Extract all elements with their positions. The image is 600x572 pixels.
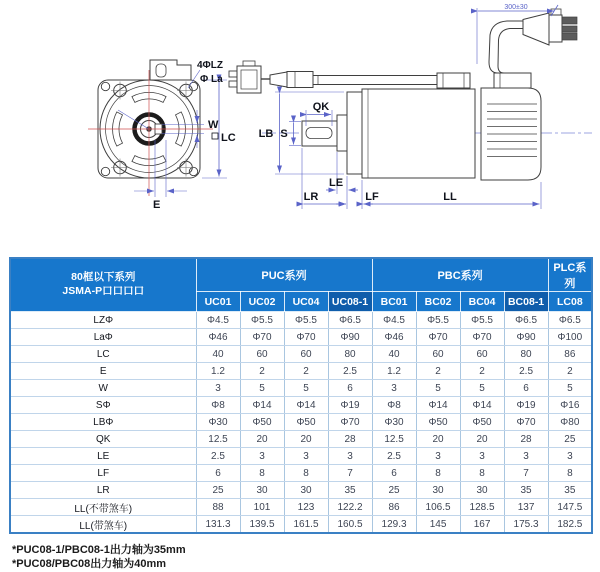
footnote-1: *PUC08-1/PBC08-1出力轴为35mm [12, 544, 186, 556]
spec-value: 101 [240, 499, 284, 516]
spec-value: 147.5 [548, 499, 592, 516]
column-header: BC04 [460, 292, 504, 312]
spec-value: 2 [416, 363, 460, 380]
spec-value: Φ14 [416, 397, 460, 414]
spec-value: 40 [372, 346, 416, 363]
spec-value: Φ4.5 [372, 312, 416, 329]
spec-value: 5 [460, 380, 504, 397]
label-pilot-depth: LE [328, 177, 344, 189]
spec-value: Φ5.5 [460, 312, 504, 329]
shaft-keyway [306, 128, 332, 139]
spec-value: 5 [240, 380, 284, 397]
spec-value: 30 [284, 482, 328, 499]
spec-value: Φ46 [196, 329, 240, 346]
row-label: LBΦ [10, 414, 196, 431]
spec-value: Φ19 [504, 397, 548, 414]
series-title-line1: 80框以下系列 [71, 271, 136, 284]
spec-value: 2 [460, 363, 504, 380]
column-header: BC01 [372, 292, 416, 312]
footnotes [12, 543, 600, 572]
power-exit-block [494, 73, 531, 88]
table-row [10, 499, 592, 516]
table-row [10, 346, 592, 363]
table-corner-header [10, 258, 196, 312]
spec-value: 25 [196, 482, 240, 499]
label-frame-size: LC [221, 132, 236, 144]
spec-value: Φ70 [328, 414, 372, 431]
motor-dimension-drawing [0, 0, 600, 252]
spec-value: 28 [328, 431, 372, 448]
spec-value: Φ8 [196, 397, 240, 414]
group-header-pbc: PBC系列 [372, 258, 548, 292]
spec-value: 40 [196, 346, 240, 363]
spec-value: 160.5 [328, 516, 372, 534]
group-header-plc: PLC系列 [548, 258, 592, 292]
column-header: UC04 [284, 292, 328, 312]
spec-value: 86 [548, 346, 592, 363]
motor-body [362, 89, 475, 178]
label-cable-length: 300±30 [504, 4, 528, 11]
label-key-offset: E [153, 199, 161, 211]
spec-value: 30 [416, 482, 460, 499]
column-header: LC08 [548, 292, 592, 312]
spec-value: 131.3 [196, 516, 240, 534]
table-row [10, 448, 592, 465]
spec-value: 2.5 [504, 363, 548, 380]
spec-value: 30 [460, 482, 504, 499]
spec-value: 3 [372, 380, 416, 397]
spec-value: 139.5 [240, 516, 284, 534]
label-bolt-holes: 4ΦLZ [197, 60, 223, 71]
spec-value: Φ70 [504, 414, 548, 431]
row-label: LE [10, 448, 196, 465]
spec-value: 3 [240, 448, 284, 465]
encoder-connector [229, 61, 437, 93]
spec-value: 5 [284, 380, 328, 397]
label-shaft-dia: S [280, 128, 288, 140]
power-connector [523, 9, 577, 45]
spec-value: Φ6.5 [328, 312, 372, 329]
spec-value: 88 [196, 499, 240, 516]
spec-value: 5 [548, 380, 592, 397]
table-row [10, 380, 592, 397]
spec-value: 129.3 [372, 516, 416, 534]
spec-value: 175.3 [504, 516, 548, 534]
table-row [10, 465, 592, 482]
row-label: E [10, 363, 196, 380]
spec-value: 2 [284, 363, 328, 380]
spec-value: Φ6.5 [504, 312, 548, 329]
dimension-spec-table [9, 257, 593, 534]
spec-value: 35 [548, 482, 592, 499]
label-key-width: W [208, 119, 219, 131]
spec-value: Φ70 [240, 329, 284, 346]
spec-value: Φ50 [240, 414, 284, 431]
spec-value: 137 [504, 499, 548, 516]
table-row [10, 431, 592, 448]
spec-value: 20 [284, 431, 328, 448]
table-row [10, 397, 592, 414]
spec-value: Φ14 [460, 397, 504, 414]
spec-value: Φ50 [284, 414, 328, 431]
spec-value: 12.5 [372, 431, 416, 448]
row-label: LF [10, 465, 196, 482]
spec-value: 8 [284, 465, 328, 482]
spec-value: 6 [372, 465, 416, 482]
label-body-length: LL [443, 191, 457, 203]
spec-value: 60 [240, 346, 284, 363]
spec-value: 5 [416, 380, 460, 397]
spec-value: Φ14 [284, 397, 328, 414]
spec-value: Φ30 [372, 414, 416, 431]
spec-value: 161.5 [284, 516, 328, 534]
spec-value: 20 [460, 431, 504, 448]
spec-value: Φ46 [372, 329, 416, 346]
table-row [10, 363, 592, 380]
spec-value: 3 [504, 448, 548, 465]
spec-value: 2 [548, 363, 592, 380]
spec-value: 3 [548, 448, 592, 465]
column-header-highlight: BC08-1 [504, 292, 548, 312]
spec-value: 1.2 [372, 363, 416, 380]
spec-value: Φ16 [548, 397, 592, 414]
spec-value: Φ8 [372, 397, 416, 414]
spec-value: Φ6.5 [548, 312, 592, 329]
footnote-2: *PUC08/PBC08出力轴为40mm [12, 558, 167, 571]
row-label: LC [10, 346, 196, 363]
spec-value: Φ5.5 [416, 312, 460, 329]
spec-value: Φ90 [504, 329, 548, 346]
spec-value: 3 [196, 380, 240, 397]
column-header-highlight: UC08-1 [328, 292, 372, 312]
spec-value: 80 [504, 346, 548, 363]
label-flange-dia: LB [258, 128, 274, 140]
column-header: BC02 [416, 292, 460, 312]
spec-value: 60 [416, 346, 460, 363]
spec-value: 106.5 [416, 499, 460, 516]
spec-value: 2.5 [196, 448, 240, 465]
group-header-puc: PUC系列 [196, 258, 372, 292]
table-row [10, 312, 592, 329]
spec-value: 2.5 [372, 448, 416, 465]
spec-value: 12.5 [196, 431, 240, 448]
column-header: UC02 [240, 292, 284, 312]
row-label: LL(带煞车) [10, 516, 196, 534]
flange-plate [347, 92, 362, 174]
table-row [10, 516, 592, 534]
label-shaft-length: LR [303, 191, 319, 203]
shaft-collar [337, 115, 347, 151]
row-label: SΦ [10, 397, 196, 414]
spec-value: 25 [372, 482, 416, 499]
row-label: W [10, 380, 196, 397]
label-flange-thickness: LF [365, 191, 379, 203]
label-pilot-dia: Φ La [200, 74, 223, 85]
spec-value: Φ19 [328, 397, 372, 414]
table-row [10, 414, 592, 431]
row-label: LL(不带煞车) [10, 499, 196, 516]
spec-value: 7 [328, 465, 372, 482]
spec-value: 6 [328, 380, 372, 397]
spec-value: 86 [372, 499, 416, 516]
spec-value: 182.5 [548, 516, 592, 534]
spec-value: 8 [460, 465, 504, 482]
column-header: UC01 [196, 292, 240, 312]
table-row [10, 329, 592, 346]
spec-value: 6 [504, 380, 548, 397]
spec-value: Φ50 [416, 414, 460, 431]
spec-value: 2.5 [328, 363, 372, 380]
spec-value: 3 [284, 448, 328, 465]
spec-value: Φ90 [328, 329, 372, 346]
spec-value: Φ5.5 [284, 312, 328, 329]
row-label: LZΦ [10, 312, 196, 329]
spec-value: Φ30 [196, 414, 240, 431]
spec-value: 128.5 [460, 499, 504, 516]
spec-value: 145 [416, 516, 460, 534]
spec-value: 167 [460, 516, 504, 534]
spec-value: 3 [416, 448, 460, 465]
spec-value: Φ80 [548, 414, 592, 431]
spec-value: 7 [504, 465, 548, 482]
spec-value: 20 [416, 431, 460, 448]
spec-value: Φ70 [416, 329, 460, 346]
series-title-line2: JSMA-P口口口口 [62, 285, 145, 297]
spec-value: Φ50 [460, 414, 504, 431]
spec-value: 123 [284, 499, 328, 516]
spec-value: 35 [328, 482, 372, 499]
spec-value: Φ70 [284, 329, 328, 346]
spec-value: 80 [328, 346, 372, 363]
side-view [302, 9, 577, 180]
spec-value: Φ5.5 [240, 312, 284, 329]
table-row [10, 482, 592, 499]
spec-value: 8 [240, 465, 284, 482]
spec-value: 8 [416, 465, 460, 482]
spec-value: Φ100 [548, 329, 592, 346]
row-label: LR [10, 482, 196, 499]
spec-value: 28 [504, 431, 548, 448]
spec-value: 60 [460, 346, 504, 363]
spec-value: 8 [548, 465, 592, 482]
cable-gland-block [437, 73, 470, 88]
spec-value: 3 [328, 448, 372, 465]
spec-value: 122.2 [328, 499, 372, 516]
row-label: QK [10, 431, 196, 448]
spec-value: 35 [504, 482, 548, 499]
spec-value: 20 [240, 431, 284, 448]
row-label: LaΦ [10, 329, 196, 346]
spec-value: 6 [196, 465, 240, 482]
spec-value: 60 [284, 346, 328, 363]
spec-value: Φ70 [460, 329, 504, 346]
spec-value: 3 [460, 448, 504, 465]
label-key-length: QK [312, 101, 330, 113]
spec-value: Φ14 [240, 397, 284, 414]
spec-value: 1.2 [196, 363, 240, 380]
spec-value: Φ4.5 [196, 312, 240, 329]
spec-value: 30 [240, 482, 284, 499]
spec-value: 2 [240, 363, 284, 380]
spec-value: 25 [548, 431, 592, 448]
